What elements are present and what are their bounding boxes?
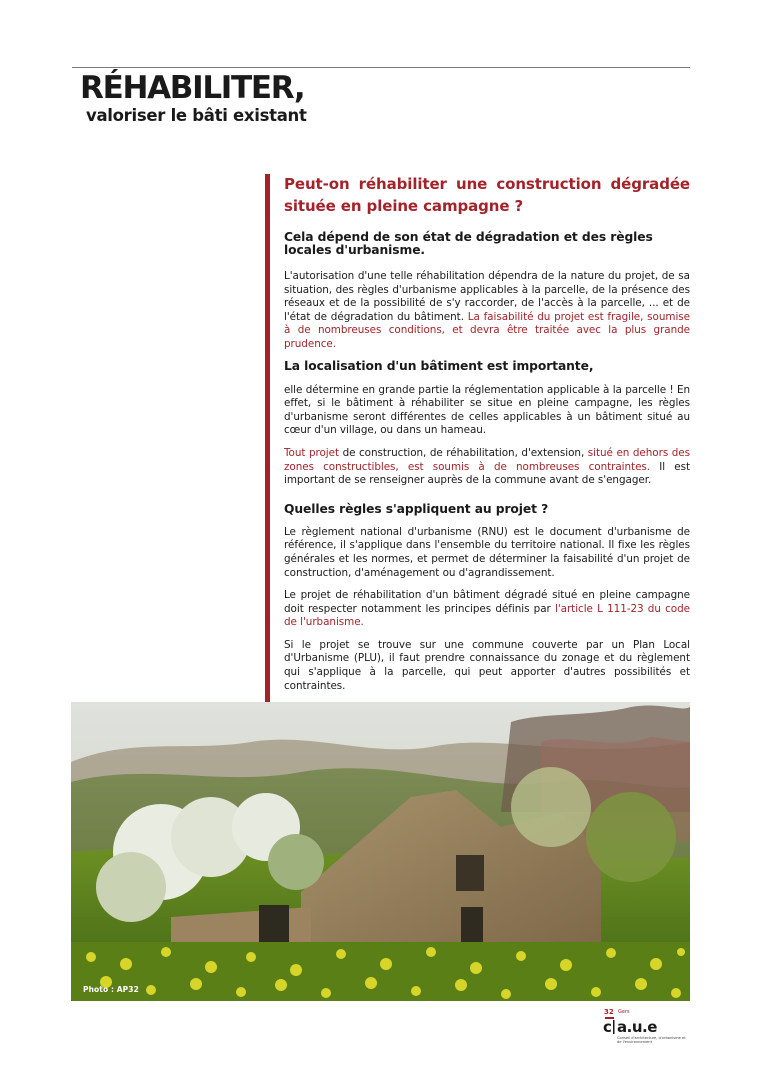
paragraph-4: Le règlement national d'urbanisme (RNU) est le document d'urbanisme de référence, il s'applique dans l'ensemble du territoire national. Il fixe les règles générales et les normes, et permet de déterminer la faisabilité d'un projet de construction, d'aménagement ou d'agrandissement. [284, 525, 690, 579]
paragraph-3-highlight-2: situé en dehors des zones constructibles, est soumis à de nombreuses contraintes. [284, 446, 691, 473]
paragraph-6: Si le projet se trouve sur une commune couverte par un Plan Local d'Urbanisme (PLU), il faut prendre connaissance du zonage et du règlement qui s'applique à la parcelle, qui peut apporter d'autres possibilités et contraintes. [284, 638, 690, 692]
svg-text:c: c [603, 1018, 612, 1036]
photo-illustration [71, 702, 690, 1001]
section-heading-rules: Quelles règles s'appliquent au projet ? [284, 501, 549, 516]
article [265, 173, 690, 704]
paragraph-3-text-1: de construction, de réhabilitation, d'extension, [339, 446, 588, 459]
paragraph-2: elle détermine en grande partie la réglementation applicable à la parcelle ! En effet, si le bâtiment à réhabiliter se situe en pleine campagne, les règles d'urbanisme seront différentes de celles applicables à un bâtiment situé au cœur d'un village, ou dans un hameau. [284, 383, 690, 437]
section-heading-location: La localisation d'un bâtiment est importante, [284, 358, 594, 373]
article-lead: Cela dépend de son état de dégradation et des règles locales d'urbanisme. [284, 230, 653, 257]
accent-bar [265, 174, 270, 704]
paragraph-5 [284, 589, 690, 630]
paragraph-1-text: L'autorisation d'une telle réhabilitation dépendra de la nature du projet, de sa situation, des règles d'urbanisme applicables à la parcelle, de la présence des réseaux et de la possibilité de s'y raccorder, de l'accès à la parcelle, ... et de l'état de dégradation du bâtiment. [284, 270, 690, 323]
paragraph-1 [284, 270, 690, 352]
page-title: RÉHABILITER, [80, 70, 305, 106]
caue-logo [603, 1008, 693, 1048]
header-rule [72, 67, 690, 68]
paragraph-3-text-2: Il est important de se renseigner auprès de la commune avant de s'engager. [284, 460, 690, 487]
page-subtitle: valoriser le bâti existant [86, 106, 307, 125]
ruined-farmhouse-photo [71, 702, 690, 1001]
paragraph-3 [284, 447, 690, 488]
article-body [284, 173, 690, 693]
paragraph-1-highlight: La faisabilité du projet est fragile, soumise à de nombreuses conditions, et devra être traitée avec la plus grande prudence. [284, 310, 690, 350]
logo-department: Gers [618, 1009, 630, 1015]
svg-text:a.u.e: a.u.e [617, 1018, 657, 1036]
photo-credit: Photo : AP32 [83, 985, 139, 994]
article-question: Peut-on réhabiliter une construction dégradée située en pleine campagne ? [284, 175, 690, 215]
code-urbanisme-link[interactable]: l'article L 111-23 du code de l'urbanisme. [284, 602, 690, 629]
paragraph-3-highlight-1: Tout projet [284, 446, 340, 459]
paragraph-5-text: Le projet de réhabilitation d'un bâtiment dégradé situé en pleine campagne doit respecter notamment les principes définis par [284, 589, 690, 615]
logo-wordmark [603, 1018, 663, 1036]
logo-tagline: Conseil d'architecture, d'urbanisme et de l'environnement [617, 1036, 686, 1045]
logo-number: 32 [604, 1008, 614, 1016]
